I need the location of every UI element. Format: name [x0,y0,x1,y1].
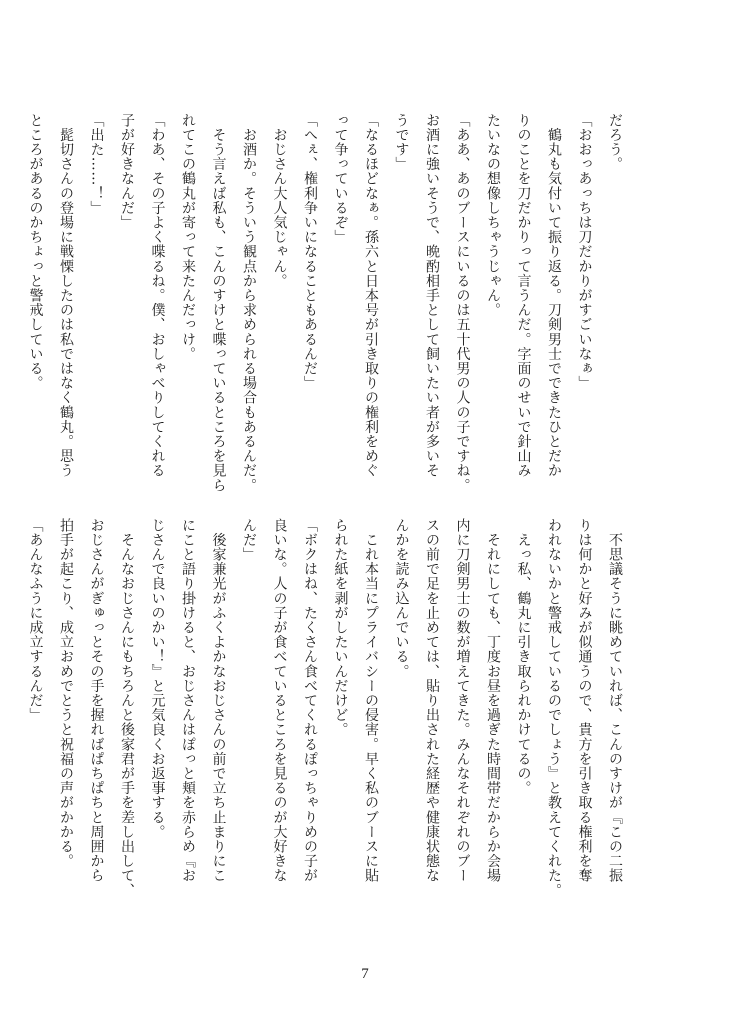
text-line: たいなの想像しちゃうじゃん。 [485,113,501,318]
text-line: られた紙を剥がしたいんだけど。 [332,518,349,737]
text-line: んかを読み込んでいる。 [393,518,410,679]
text-line: んだ」 [241,518,257,562]
lower-text-block [27,518,630,948]
text-line: そんなおじさんにもちろんと後家君が手を差し出して、 [119,518,135,898]
text-line: 良いな。人の子が食べているところを見るのが大好きな [271,518,288,883]
text-line: りは何かと好みが似通うので、貴方を引き取る権利を奪 [576,518,593,883]
text-line: 子が好きなんだ」 [119,113,135,230]
text-line: 髭切さんの登場に戦慄したのは私ではなく鶴丸。思う [58,113,74,478]
text-line: 「あんなふうに成立するんだ」 [27,518,44,723]
text-line: じさんで良いのかい！』と元気良くお返事する。 [149,518,166,840]
text-line: うです」 [393,113,410,172]
text-line: 「へぇ、権利争いになることもあるんだ」 [302,113,318,391]
text-line: 「なるほどなぁ。孫六と日本号が引き取りの権利をめぐ [363,113,379,478]
text-line: そう言えば私も、こんのすけと喋っているところを見ら [210,113,227,493]
text-line: 内に刀剣男士の数が増えてきた。みんなそれぞれのブー [454,518,471,883]
text-line: 「ボクはね、たくさん食べてくれるぽっちゃりめの子が [302,518,318,883]
text-line: それにしても、丁度お昼を過ぎた時間帯だからか会場 [485,518,501,883]
text-line: お酒か。そういう観点から求められる場合もあるんだ。 [241,113,257,493]
text-line: 「わあ、その子よく喋るね。僕、おしゃべりしてくれる [149,113,166,478]
text-line: 拍手が起こり、成立おめでとうと祝福の声がかかる。 [58,518,74,869]
text-line: これ本当にプライバシーの侵害。早く私のブースに貼 [363,518,379,883]
page-number: 7 [361,966,369,982]
text-line: りのことを刀だかりって言うんだ。字面のせいで針山み [515,113,532,478]
text-line: って争っているぞ」 [332,113,349,245]
upper-text-block [27,113,630,513]
text-line: スの前で足を止めては、貼り出された経歴や健康状態な [424,518,440,883]
text-line: 「出た……！」 [88,113,105,216]
text-line: 「おおっあっちは刀だかりがすごいなぁ」 [576,113,593,391]
text-line: れてこの鶴丸が寄って来たんだっけ。 [180,113,196,362]
text-line: われないかと警戒しているのでしょう』と教えてくれた。 [546,518,562,898]
text-line: ところがあるのかちょっと警戒している。 [27,113,44,391]
text-line: えっ私、鶴丸に引き取られかけてるの。 [515,518,532,796]
text-line: 不思議そうに眺めていれば、こんのすけが『この二振 [607,518,623,883]
text-line: だろう。 [607,113,623,172]
text-line: 後家兼光がふくよかなおじさんの前で立ち止まりにこ [210,518,227,883]
text-line: お酒に強いそうで、晩酌相手として飼いたい者が多いそ [424,113,440,478]
text-line: 鶴丸も気付いて振り返る。刀剣男士でできたひとだか [546,113,562,478]
text-line: おじさん大人気じゃん。 [271,113,288,289]
text-line: にこと語り掛けると、おじさんはぽっと頬を赤らめ『お [180,518,196,883]
text-line: おじさんがぎゅっとその手を握ればぱちぱちと周囲から [88,518,105,883]
text-line: 「ああ、あのブースにいるのは五十代男の人の子ですね。 [454,113,471,493]
